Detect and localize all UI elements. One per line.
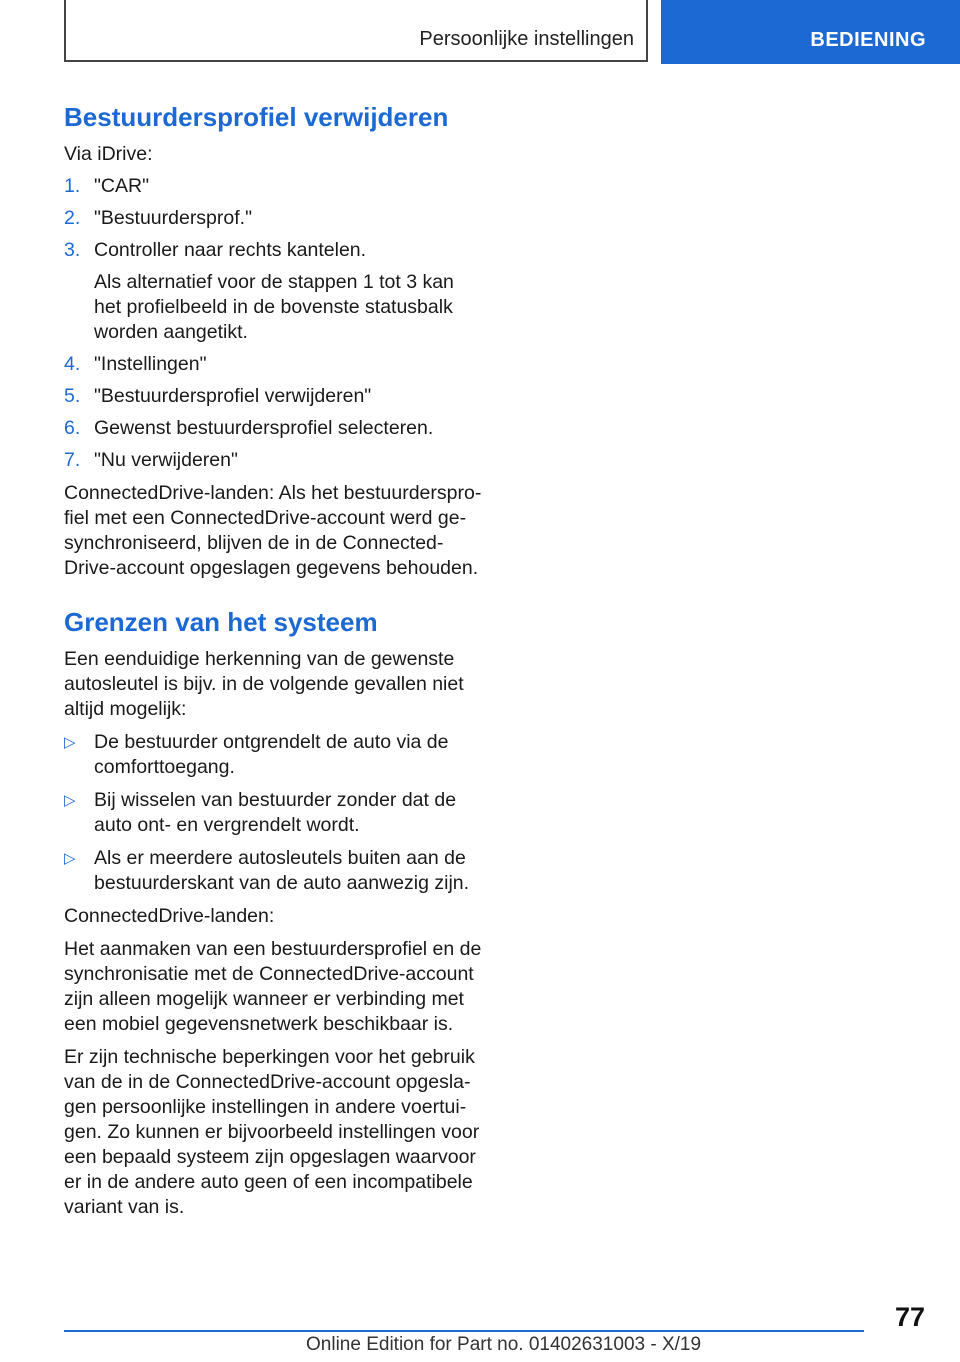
step-text: "Bestuurdersprofiel verwijderen"	[94, 385, 372, 407]
step-text: Gewenst bestuurdersprofiel selecteren.	[94, 417, 434, 439]
section-heading-delete-profile: Bestuurdersprofiel verwijderen	[64, 102, 449, 132]
step-item	[64, 352, 484, 377]
bullet-text: Bij wisselen van bestuurder zonder dat de auto ont- en vergrendelt wordt.	[94, 789, 457, 836]
step-number: 3.	[64, 239, 81, 261]
list-item	[64, 730, 484, 780]
triangle-bullet-icon: ▷	[64, 734, 76, 751]
header-section-title: Persoonlijke instellingen	[419, 28, 634, 50]
connecteddrive-note: ConnectedDrive-landen: Als het bestuurdersprofiel met een ConnectedDrive-account werd gesynchroniseerd, blijven de in de ConnectedDrive-account opgeslagen gegevens behouden.	[64, 482, 482, 579]
step-text: Controller naar rechts kantelen.	[94, 239, 367, 261]
bullet-text: De bestuurder ontgrendelt de auto via de comforttoegang.	[94, 731, 449, 778]
header-tab-label: BEDIENING	[810, 29, 926, 51]
step-item	[64, 238, 484, 345]
step-item	[64, 448, 484, 473]
steps-list	[64, 174, 484, 473]
step-number: 2.	[64, 207, 81, 229]
footer-edition: Online Edition for Part no. 01402631003 - X/19	[306, 1334, 702, 1355]
header-chapter-tab	[661, 0, 960, 64]
system-limits-section	[64, 605, 484, 1220]
step-number: 4.	[64, 353, 81, 375]
profile-sync-paragraph: Het aanmaken van een bestuurdersprofiel en de synchronisatie met de ConnectedDrive-account zijn alleen mogelijk wanneer er verbinding met een mobiel gegevensnetwerk beschikbaar is.	[64, 938, 482, 1035]
bullet-text: Als er meerdere autosleutels buiten aan de bestuurderskant van de auto aanwezig zijn.	[94, 847, 470, 894]
footer-divider	[64, 1330, 864, 1332]
technical-limits-paragraph: Er zijn technische beperkingen voor het gebruik van de in de ConnectedDrive-account opgeslagen persoonlijke instellingen in andere voertuigen. Zo kunnen er bijvoorbeeld instellingen voor een bepaald systeem zijn opgeslagen waarvoor er in de andere auto geen of een incompatibele variant van is.	[64, 1046, 480, 1218]
step-number: 5.	[64, 385, 81, 407]
step-item	[64, 206, 484, 231]
limits-intro: Een eenduidige herkenning van de gewenste autosleutel is bijv. in de volgende gevallen niet altijd mogelijk:	[64, 648, 464, 720]
step-number: 1.	[64, 175, 81, 197]
list-item	[64, 846, 484, 896]
step-text: "Bestuurdersprof."	[94, 207, 252, 229]
step-text: "Instellingen"	[94, 353, 207, 375]
triangle-bullet-icon: ▷	[64, 792, 76, 809]
section-heading-system-limits: Grenzen van het systeem	[64, 607, 378, 637]
page-number: 77	[895, 1302, 926, 1332]
main-content	[64, 100, 484, 1220]
step-text: "CAR"	[94, 175, 150, 197]
step-number: 7.	[64, 449, 81, 471]
section-intro: Via iDrive:	[64, 143, 153, 165]
step-item	[64, 416, 484, 441]
step-item	[64, 384, 484, 409]
header-box	[64, 0, 648, 62]
list-item	[64, 788, 484, 838]
step-text: "Nu verwijderen"	[94, 449, 238, 471]
step-item	[64, 174, 484, 199]
triangle-bullet-icon: ▷	[64, 850, 76, 867]
step-subnote: Als alternatief voor de stappen 1 tot 3 kan het profielbeeld in de bovenste statusbalk worden aangetikt.	[94, 271, 454, 343]
step-number: 6.	[64, 417, 81, 439]
connecteddrive-label: ConnectedDrive-landen:	[64, 905, 275, 927]
limits-list	[64, 730, 484, 896]
